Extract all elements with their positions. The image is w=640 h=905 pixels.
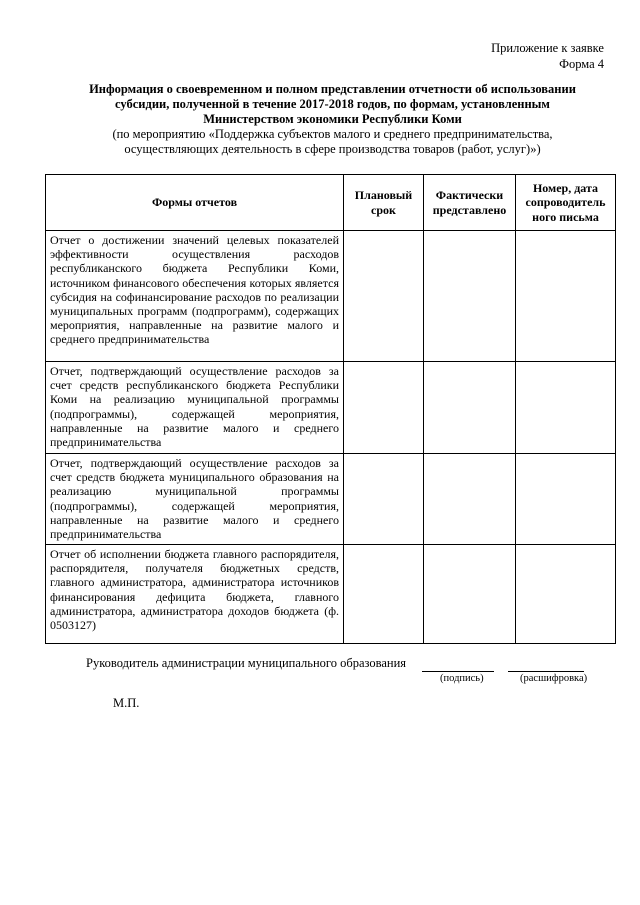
planned-cell (344, 454, 424, 545)
table-row (46, 454, 616, 545)
title-line-2: субсидии, полученной в течение 2017-2018 годов, по формам, установленным (115, 97, 550, 111)
letter-cell (516, 231, 616, 362)
decode-caption: (расшифровка) (520, 673, 588, 684)
stamp-label: М.П. (113, 696, 140, 710)
planned-cell (344, 362, 424, 454)
form-name-cell: Отчет, подтверждающий осуществление расходов за счет средств республиканского бюджета Республики Коми на реализацию муниципальной программы (подпрограммы), содержащей мероприятия, направленные на развитие малого и среднего предпринимательства (46, 362, 344, 454)
form-name-cell: Отчет о достижении значений целевых показателей эффективности осуществления расходов республиканского бюджета Республики Коми, источником финансового обеспечения которых является субсидия на софинансирование расходов по реализации муниципальных программ (подпрограмм), содержащих мероприятия, направленные на развитие малого и среднего предпринимательства (46, 231, 344, 362)
actual-cell (424, 231, 516, 362)
table-row (46, 231, 616, 362)
actual-cell (424, 545, 516, 644)
table-row (46, 545, 616, 644)
header-forms: Формы отчетов (46, 175, 344, 231)
letter-cell (516, 545, 616, 644)
form-name-cell: Отчет, подтверждающий осуществление расходов за счет средств бюджета муниципального образования на реализацию муниципальной программы (подпрограммы), содержащей мероприятия, направленные на развитие малого и среднего предпринимательства (46, 454, 344, 545)
header-actual: Фактически представлено (424, 175, 516, 231)
decode-line (508, 671, 584, 672)
table-header-row (46, 175, 616, 231)
appendix-header (491, 40, 604, 72)
title-line-1: Информация о своевременном и полном представлении отчетности об использовании (89, 82, 576, 96)
title-line-5: осуществляющих деятельность в сфере производства товаров (работ, услуг)») (124, 142, 541, 156)
reports-table (45, 174, 616, 644)
form-number: Форма 4 (559, 57, 604, 71)
header-letter: Номер, дата сопроводитель ного письма (516, 175, 616, 231)
planned-cell (344, 545, 424, 644)
signature-line (422, 671, 494, 672)
appendix-line: Приложение к заявке (491, 41, 604, 55)
title-line-4: (по мероприятию «Поддержка субъектов малого и среднего предпринимательства, (112, 127, 553, 141)
letter-cell (516, 362, 616, 454)
signature-label: Руководитель администрации муниципального образования (86, 656, 407, 670)
title-line-3: Министерством экономики Республики Коми (203, 112, 462, 126)
actual-cell (424, 362, 516, 454)
signature-caption: (подпись) (440, 673, 484, 684)
form-name-cell: Отчет об исполнении бюджета главного распорядителя, распорядителя, получателя бюджетных средств, главного администратора, администратора источников финансирования дефицита бюджета, главного администратора, администратора доходов бюджета (ф. 0503127) (46, 545, 344, 644)
actual-cell (424, 454, 516, 545)
header-planned: Плановый срок (344, 175, 424, 231)
document-title (50, 82, 615, 157)
table-row (46, 362, 616, 454)
letter-cell (516, 454, 616, 545)
planned-cell (344, 231, 424, 362)
